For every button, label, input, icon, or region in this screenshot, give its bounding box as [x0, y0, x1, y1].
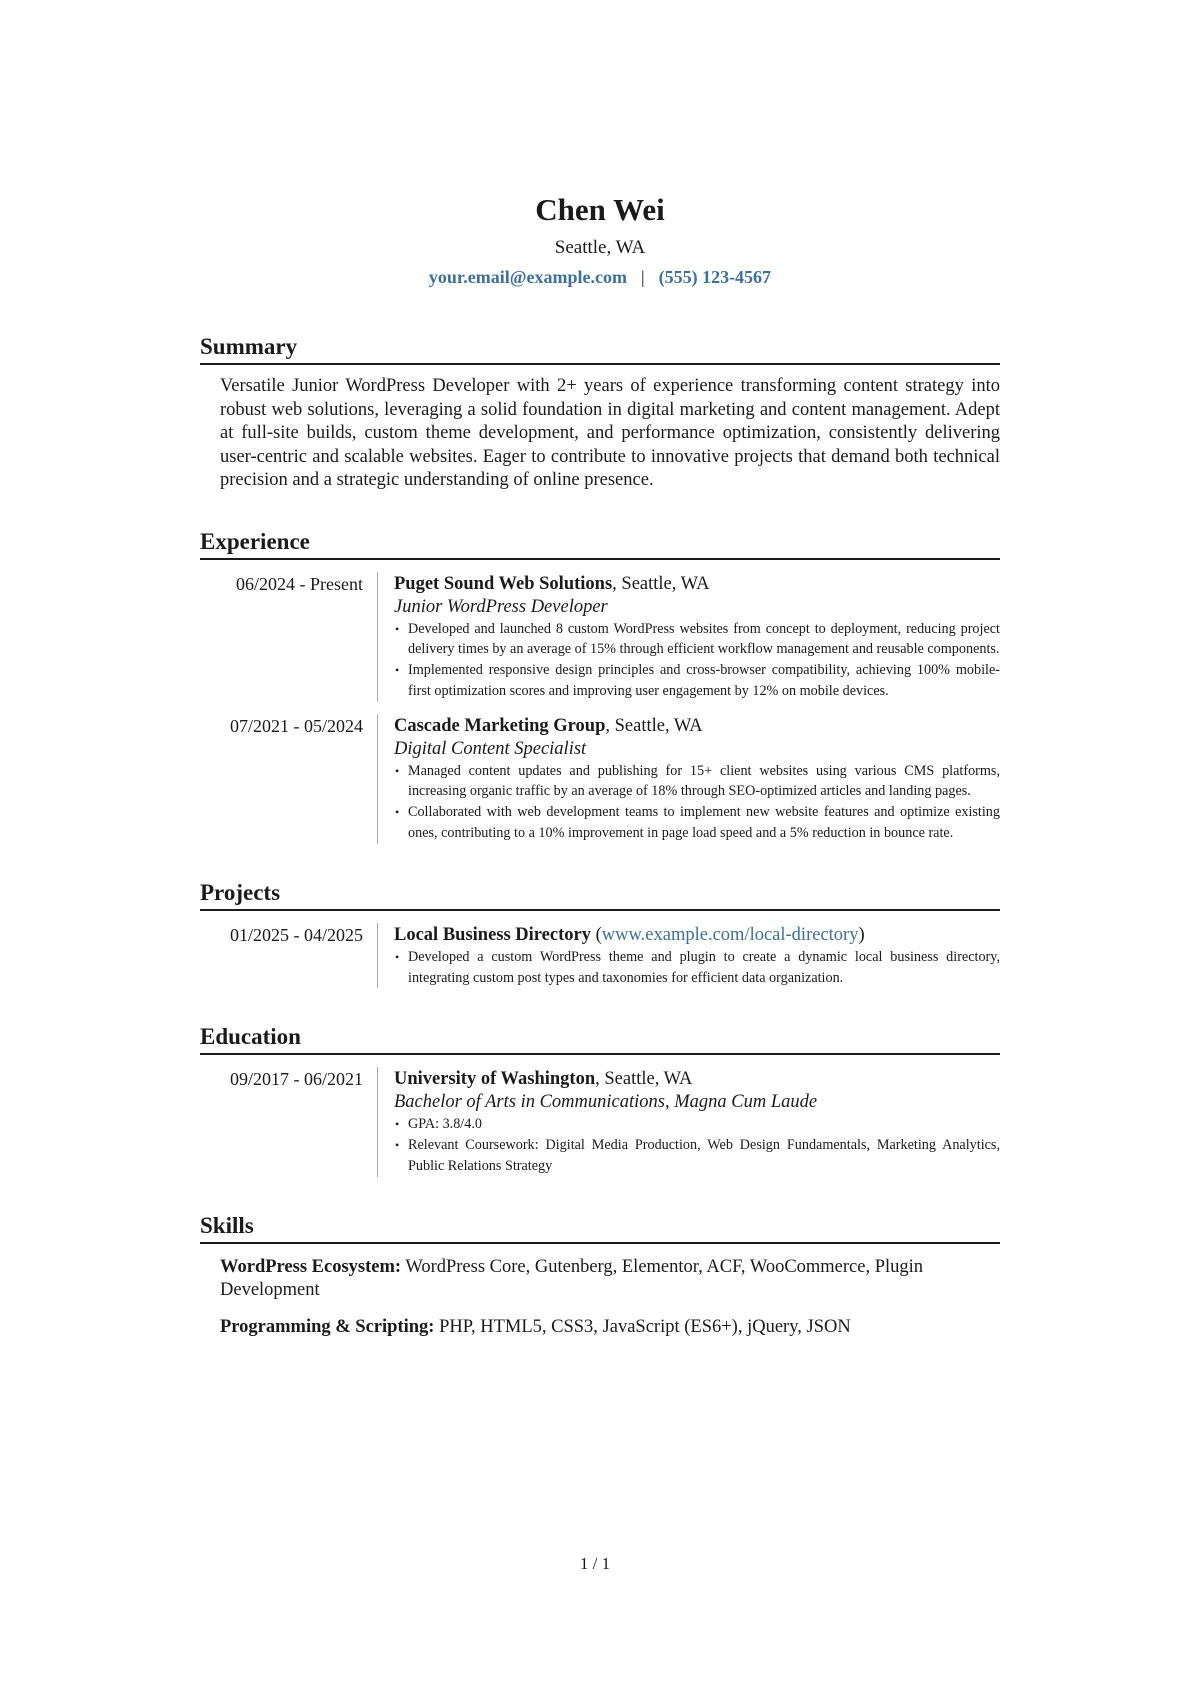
contact-line: [200, 264, 1000, 290]
projects-section: [200, 878, 1000, 989]
bullet-item: • Developed a custom WordPress theme and plugin to create a dynamic local business directory, integrating custom post types and taxonomies for efficient data organization.: [394, 947, 1000, 989]
skill-label: WordPress Ecosystem:: [220, 1256, 402, 1277]
entry-location: , Seattle, WA: [605, 715, 703, 736]
resume-header: [200, 190, 1000, 290]
skill-row: [220, 1316, 1000, 1340]
experience-heading: Experience: [200, 527, 1000, 560]
entry-org-line: [394, 714, 1000, 738]
skills-section: [200, 1211, 1000, 1340]
entry-org: Puget Sound Web Solutions: [394, 573, 613, 594]
entry-location: , Seattle, WA: [612, 573, 710, 594]
entry-location: , Seattle, WA: [595, 1069, 693, 1090]
candidate-location: Seattle, WA: [554, 237, 646, 258]
skill-value: PHP, HTML5, CSS3, JavaScript (ES6+), jQuery, JSON: [434, 1316, 851, 1337]
entry-body: [377, 714, 1000, 844]
entry-dates: 01/2025 - 04/2025: [230, 924, 363, 945]
phone-link[interactable]: (555) 123-4567: [658, 267, 772, 287]
entry-bullets: [394, 619, 1000, 702]
skill-label: Programming & Scripting:: [220, 1316, 435, 1337]
summary-text: Versatile Junior WordPress Developer with 2+ years of experience transforming content strategy into robust web solutions, leveraging a solid foundation in digital marketing and content management. Adept at full-site builds, custom theme development, and performance optimization, consistently delivering user-centric and scalable websites. Eager to contribute to innovative projects that demand both technical precision and a strategic understanding of online presence.: [220, 376, 1000, 490]
bullet-item: • Developed and launched 8 custom WordPress websites from concept to deployment, reducing project delivery times by an average of 15% through efficient workflow management and reusable components.: [394, 619, 1000, 661]
skill-value: WordPress Core, Gutenberg, Elementor, ACF, WooCommerce, Plugin Development: [220, 1256, 924, 1301]
entry-bullets: [394, 947, 1000, 989]
resume-content: [200, 190, 1000, 1352]
experience-entry: [200, 714, 1000, 844]
entry-role: Junior WordPress Developer: [394, 596, 608, 617]
entry-bullets: [394, 761, 1000, 844]
project-link[interactable]: www.example.com/local-directory: [601, 924, 859, 945]
entry-org: Cascade Marketing Group: [394, 715, 606, 736]
page-number: 1 / 1: [579, 1554, 611, 1573]
entry-bullets: [394, 1114, 1000, 1176]
bullet-item: • GPA: 3.8/4.0: [394, 1114, 1000, 1135]
bullet-item: • Relevant Coursework: Digital Media Production, Web Design Fundamentals, Marketing Analytics, Public Relations Strategy: [394, 1135, 1000, 1177]
skill-row: [220, 1256, 1000, 1303]
entry-org: University of Washington: [394, 1069, 596, 1090]
entry-org-line: [394, 1067, 1000, 1091]
project-title-line: [394, 923, 1000, 947]
entry-dates: 06/2024 - Present: [236, 573, 363, 594]
project-name: Local Business Directory: [394, 924, 591, 945]
summary-heading: Summary: [200, 332, 1000, 365]
experience-entry: [200, 572, 1000, 702]
entry-body: [377, 923, 1000, 989]
education-entry: [200, 1067, 1000, 1176]
bullet-item: • Collaborated with web development teams to implement new website features and optimize existing ones, contributing to a 10% improvement in page load speed and a 5% reduction in bounce rate.: [394, 802, 1000, 844]
paren-open: (: [590, 924, 602, 945]
email-link[interactable]: your.email@example.com: [428, 267, 627, 287]
entry-org-line: [394, 572, 1000, 596]
entry-degree: Bachelor of Arts in Communications, Magna Cum Laude: [394, 1092, 818, 1113]
bullet-item: • Implemented responsive design principles and cross-browser compatibility, achieving 100% mobile-first optimization scores and improving user engagement by 12% on mobile devices.: [394, 660, 1000, 702]
skills-list: [220, 1256, 1000, 1340]
entry-dates: 09/2017 - 06/2021: [230, 1069, 363, 1090]
candidate-name: Chen Wei: [535, 192, 665, 227]
entry-dates: 07/2021 - 05/2024: [230, 715, 363, 736]
skills-heading: Skills: [200, 1211, 1000, 1244]
experience-section: [200, 527, 1000, 844]
projects-heading: Projects: [200, 878, 1000, 911]
paren-close: ): [858, 924, 865, 945]
project-entry: [200, 923, 1000, 989]
contact-separator: |: [640, 267, 645, 287]
education-heading: Education: [200, 1022, 1000, 1055]
summary-section: [200, 332, 1000, 493]
education-section: [200, 1022, 1000, 1176]
entry-role: Digital Content Specialist: [394, 738, 587, 759]
entry-body: [377, 572, 1000, 702]
bullet-item: • Managed content updates and publishing for 15+ client websites using various CMS platforms, increasing organic traffic by an average of 18% through SEO-optimized articles and landing pages.: [394, 761, 1000, 803]
entry-body: [377, 1067, 1000, 1176]
